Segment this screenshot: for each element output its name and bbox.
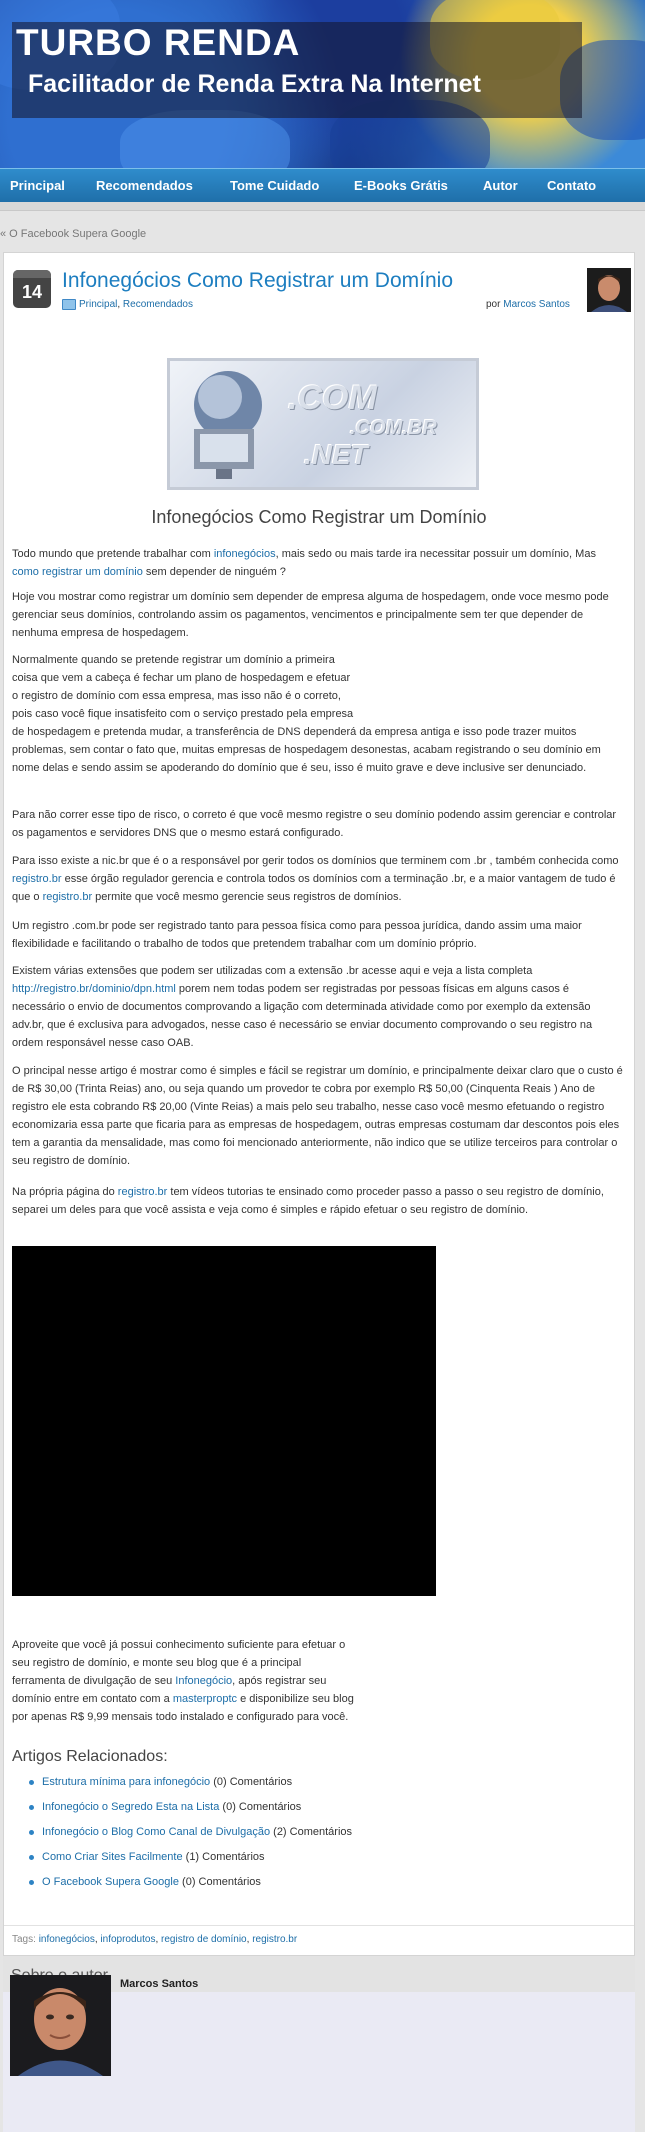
- paragraph-6: Um registro .com.br pode ser registrado tanto para pessoa física como para pessoa jurídica, dando assim uma maior flexibilidade e facilitando o trabalho de todos que pretendem trabalhar com um domínio próprio.: [12, 920, 582, 950]
- list-item: Infonegócio o Segredo Esta na Lista (0) Comentários: [12, 1800, 572, 1825]
- related-post-link[interactable]: Infonegócio o Segredo Esta na Lista: [42, 1801, 220, 1813]
- embedded-video[interactable]: [12, 1246, 436, 1596]
- list-item: Como Criar Sites Facilmente (1) Comentários: [12, 1850, 572, 1875]
- category-link[interactable]: Recomendados: [122, 299, 193, 311]
- related-post-link[interactable]: O Facebook Supera Google: [42, 1876, 179, 1888]
- tag-link[interactable]: infonegócios: [38, 1934, 95, 1945]
- related-post-link[interactable]: Estrutura mínima para infonegócio: [42, 1776, 211, 1788]
- previous-post-link[interactable]: « O Facebook Supera Google: [0, 228, 147, 240]
- nav-item-principal[interactable]: Principal: [10, 178, 65, 193]
- image-text-combr: .COM.BR: [350, 417, 437, 439]
- list-item: Estrutura mínima para infonegócio (0) Comentários: [12, 1775, 572, 1800]
- post-categories: Principal, Recomendados: [62, 299, 193, 310]
- tag-link[interactable]: registro.br: [252, 1934, 298, 1945]
- image-text-com: .COM: [288, 379, 377, 417]
- site-title[interactable]: TURBO RENDA: [16, 22, 301, 63]
- paragraph-1: Todo mundo que pretende trabalhar com infonegócios, mais sedo ou mais tarde ira necessitar possuir um domínio, Mas como registrar um domínio sem depender de ninguém ?: [12, 548, 596, 578]
- nav-item-recomendados[interactable]: Recomendados: [96, 178, 193, 193]
- domain-extensions-image: [167, 358, 479, 490]
- inline-link[interactable]: Infonegócio: [175, 1675, 233, 1687]
- related-posts-title: Artigos Relacionados:: [12, 1748, 168, 1765]
- paragraph-9: Na própria página do registro.br tem vídeos tutorias te ensinado como proceder passo a passo o seu registro de domínio, separei um deles para que você assista e veja como é simples e rápido efetuar o seu registro de domínio.: [12, 1186, 604, 1216]
- paragraph-5: Para isso existe a nic.br que é o a responsável por gerir todos os domínios que terminem com .br , também conhecida como registro.br esse órgão regulador gerencia e controla todos os domínios com a terminação .br, e a maior vantagem de tudo é que o registro.br permite que você mesmo gerencie seus registros de domínios.: [12, 855, 619, 903]
- tag-link[interactable]: infoprodutos: [100, 1934, 156, 1945]
- paragraph-3: Normalmente quando se pretende registrar um domínio a primeira coisa que vem a cabeça é fechar um plano de hospedagem e efetuar o registro de domínio com essa empresa, mas isso não é o correto, pois caso você fique insatisfeito com o serviço prestado pela empresa de hospedagem e pretenda mudar, a transferência de DNS dependerá da empresa antiga e isso pode trazer muitos problemas, sem contar o fato que, muitas empresas de hospedagem desonestas, acabam registrando o seu domínio em nome delas e sendo assim se apoderando do domínio que é seu, isso é muito grave e deve inclusive ser denunciado.: [12, 654, 601, 774]
- site-tagline: Facilitador de Renda Extra Na Internet: [28, 70, 481, 98]
- inline-link[interactable]: registro.br: [117, 1186, 168, 1198]
- paragraph-4: Para não correr esse tipo de risco, o correto é que você mesmo registre o seu domínio podendo assim gerenciar e controlar os pagamentos e servidores DNS que o mesmo estará configurado.: [12, 809, 617, 839]
- main-nav: [0, 168, 645, 202]
- inline-link[interactable]: como registrar um domínio: [12, 566, 143, 578]
- inline-link[interactable]: masterproptc: [172, 1693, 238, 1705]
- site-header: [0, 0, 645, 168]
- author-avatar[interactable]: [587, 268, 631, 312]
- puzzle-piece: [120, 110, 290, 168]
- related-post-link[interactable]: Infonegócio o Blog Como Canal de Divulgação: [42, 1826, 271, 1838]
- nav-item-tome-cuidado[interactable]: Tome Cuidado: [230, 178, 320, 193]
- inline-link[interactable]: http://registro.br/dominio/dpn.html: [12, 983, 176, 995]
- folder-icon: [62, 299, 76, 310]
- nav-item-ebooks[interactable]: E-Books Grátis: [354, 178, 448, 193]
- list-item: O Facebook Supera Google (0) Comentários: [12, 1875, 572, 1900]
- subnav-bar: [0, 202, 645, 211]
- nav-item-contato[interactable]: Contato: [547, 178, 597, 193]
- related-post-link[interactable]: Como Criar Sites Facilmente: [42, 1851, 183, 1863]
- nav-item-autor[interactable]: Autor: [483, 178, 518, 193]
- post-card: [3, 252, 635, 1956]
- category-link[interactable]: Principal: [79, 299, 118, 311]
- image-text-net: .NET: [304, 439, 368, 470]
- about-author-name: Marcos Santos: [120, 1978, 199, 1990]
- related-posts-list: [12, 1775, 572, 1900]
- inline-link[interactable]: registro.br: [12, 873, 62, 885]
- post-heading: Infonegócios Como Registrar um Domínio: [151, 507, 487, 527]
- paragraph-2: Hoje vou mostrar como registrar um domínio sem depender de empresa alguma de hospedagem, onde voce mesmo pode gerenciar seus domínios, controlando assim os pagamentos, vencimentos e principalmente sem ter que depender de nenhuma empresa de hospedagem.: [12, 591, 609, 639]
- inline-link[interactable]: infonegócios: [213, 548, 276, 560]
- post-date-badge: 14: [13, 270, 51, 308]
- post-title[interactable]: Infonegócios Como Registrar um Domínio: [62, 269, 454, 292]
- tag-link[interactable]: registro de domínio: [161, 1934, 247, 1945]
- post-byline: por Marcos Santos: [486, 299, 570, 310]
- inline-link[interactable]: registro.br: [42, 891, 93, 903]
- list-item: Infonegócio o Blog Como Canal de Divulgação (2) Comentários: [12, 1825, 572, 1850]
- author-link[interactable]: Marcos Santos: [503, 299, 570, 310]
- paragraph-7: Existem várias extensões que podem ser utilizadas com a extensão .br acesse aqui e veja a lista completa http://registro.br/dominio/dpn.html porem nem todas podem ser registradas por pessoas físicas em alguns casos é necessário o envio de documentos comprovando a ligação com determinada atividade como por exemplo da extensão adv.br, que é exclusiva para advogados, nesse caso é necessário se enviar documento comprovando o seu registro na ordem responsável nesse caso OAB.: [12, 965, 593, 1049]
- paragraph-8: O principal nesse artigo é mostrar como é simples e fácil se registrar um domínio, e principalmente deixar claro que o custo é de R$ 30,00 (Trinta Reias) ano, ou seja quando um provedor te cobra por exemplo R$ 50,00 (Cinquenta Reais ) Ano de registro ele esta cobrando R$ 20,00 (Vinte Reias) a mais pelo seu trabalho, nesse caso você mesmo efetuando o registro economizaria essa parte que ficaria para as empresas de hospedagem, outras empresas costumam dar descontos pois eles tem a garantia da mensalidade, mas como foi mencionado anteriormente, não indico que se utilize terceiros para controlar o seu registro de domínio.: [12, 1065, 623, 1167]
- about-author-photo: [10, 1975, 111, 2076]
- post-tags: Tags: infonegócios, infoprodutos, registro de domínio, registro.br: [4, 1925, 634, 1945]
- paragraph-10: Aproveite que você já possui conhecimento suficiente para efetuar o seu registro de domínio, e monte seu blog que é a principal ferramenta de divulgação de seu Infonegócio, após registrar seu domínio entre em contato com a masterproptc e disponibilize seu blog por apenas R$ 9,99 mensais todo instalado e configurado para você.: [12, 1639, 354, 1723]
